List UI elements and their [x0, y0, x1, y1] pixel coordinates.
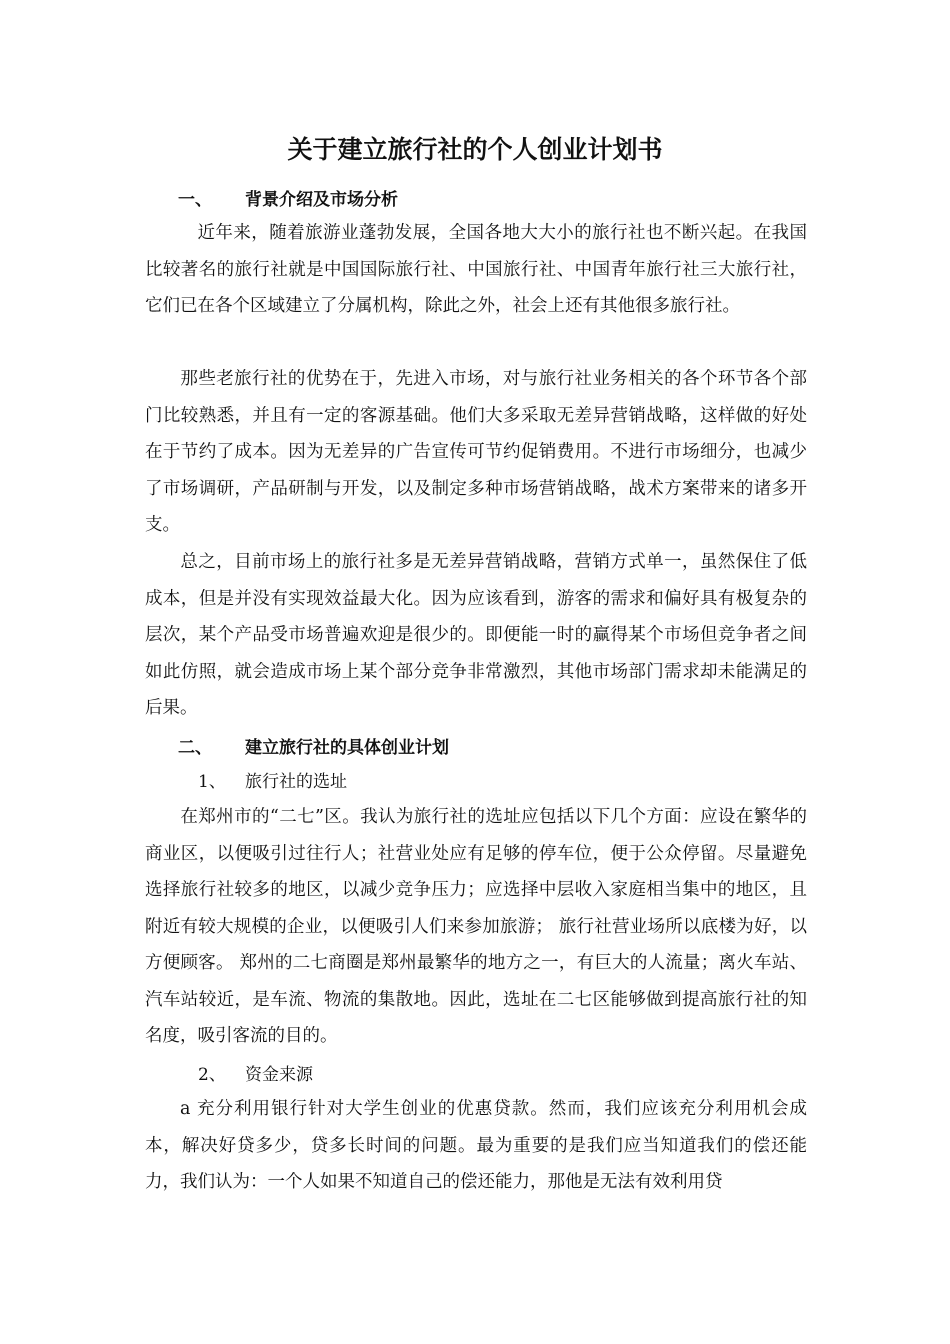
section-heading-text: 建立旅行社的具体创业计划	[245, 738, 449, 758]
section-heading-text: 背景介绍及市场分析	[245, 190, 398, 210]
paragraph-funding: a 充分利用银行针对大学生创业的优惠贷款。然而，我们应该充分利用机会成本，解决好贷多少，贷多长时间的问题。最为重要的是我们应当知道我们的偿还能力，我们认为：一个人如果不知道自己的偿还能力，那他是无法有效利用贷	[145, 1099, 807, 1192]
paragraph-background-2: 那些老旅行社的优势在于，先进入市场，对与旅行社业务相关的各个环节各个部门比较熟悉，并且有一定的客源基础。他们大多采取无差异营销战略，这样做的好处在于节约了成本。因为无差异的广告宣传可节约促销费用。不进行市场细分，也减少了市场调研，产品研制与开发，以及制定多种市场营销战略，战术方案带来的诸多开支。	[145, 369, 807, 535]
paragraph-location: 在郑州市的“二七”区。我认为旅行社的选址应包括以下几个方面：应设在繁华的商业区，以便吸引过往行人；社营业处应有足够的停车位，便于公众停留。尽量避免选择旅行社较多的地区，以减少竞争压力；应选择中层收入家庭相当集中的地区，且附近有较大规模的企业，以便吸引人们来参加旅游； 旅行社营业场所以底楼为好，以方便顾客。 郑州的二七商圈是郑州最繁华的地方之一，有巨大的人流量；离火车站、汽车站较近，是车流、物流的集散地。因此，选址在二七区能够做到提高旅行社的知名度，吸引客流的目的。	[145, 807, 807, 1046]
subsection-heading-text: 资金来源	[245, 1065, 313, 1085]
section-heading-1	[178, 183, 398, 217]
subsection-heading-funding	[198, 1058, 313, 1092]
subsection-number: 1、	[198, 772, 226, 792]
paragraph-background-1: 近年来，随着旅游业蓬勃发展，全国各地大大小的旅行社也不断兴起。在我国比较著名的旅行社就是中国国际旅行社、中国旅行社、中国青年旅行社三大旅行社，它们已在各个区域建立了分属机构，除此之外，社会上还有其他很多旅行社。	[145, 223, 807, 316]
subsection-heading-text: 旅行社的选址	[245, 772, 347, 792]
document-title: 关于建立旅行社的个人创业计划书	[287, 135, 663, 164]
paragraph-background-3: 总之，目前市场上的旅行社多是无差异营销战略，营销方式单一，虽然保住了低成本，但是并没有实现效益最大化。因为应该看到，游客的需求和偏好具有极复杂的层次，某个产品受市场普遍欢迎是很少的。即便能一时的赢得某个市场但竞争者之间如此仿照，就会造成市场上某个部分竞争非常激烈，其他市场部门需求却未能满足的后果。	[145, 552, 807, 718]
subsection-heading-location	[198, 765, 347, 799]
section-heading-2	[178, 731, 449, 765]
subsection-number: 2、	[198, 1065, 226, 1085]
section-number: 二、	[178, 738, 212, 758]
section-number: 一、	[178, 190, 212, 210]
